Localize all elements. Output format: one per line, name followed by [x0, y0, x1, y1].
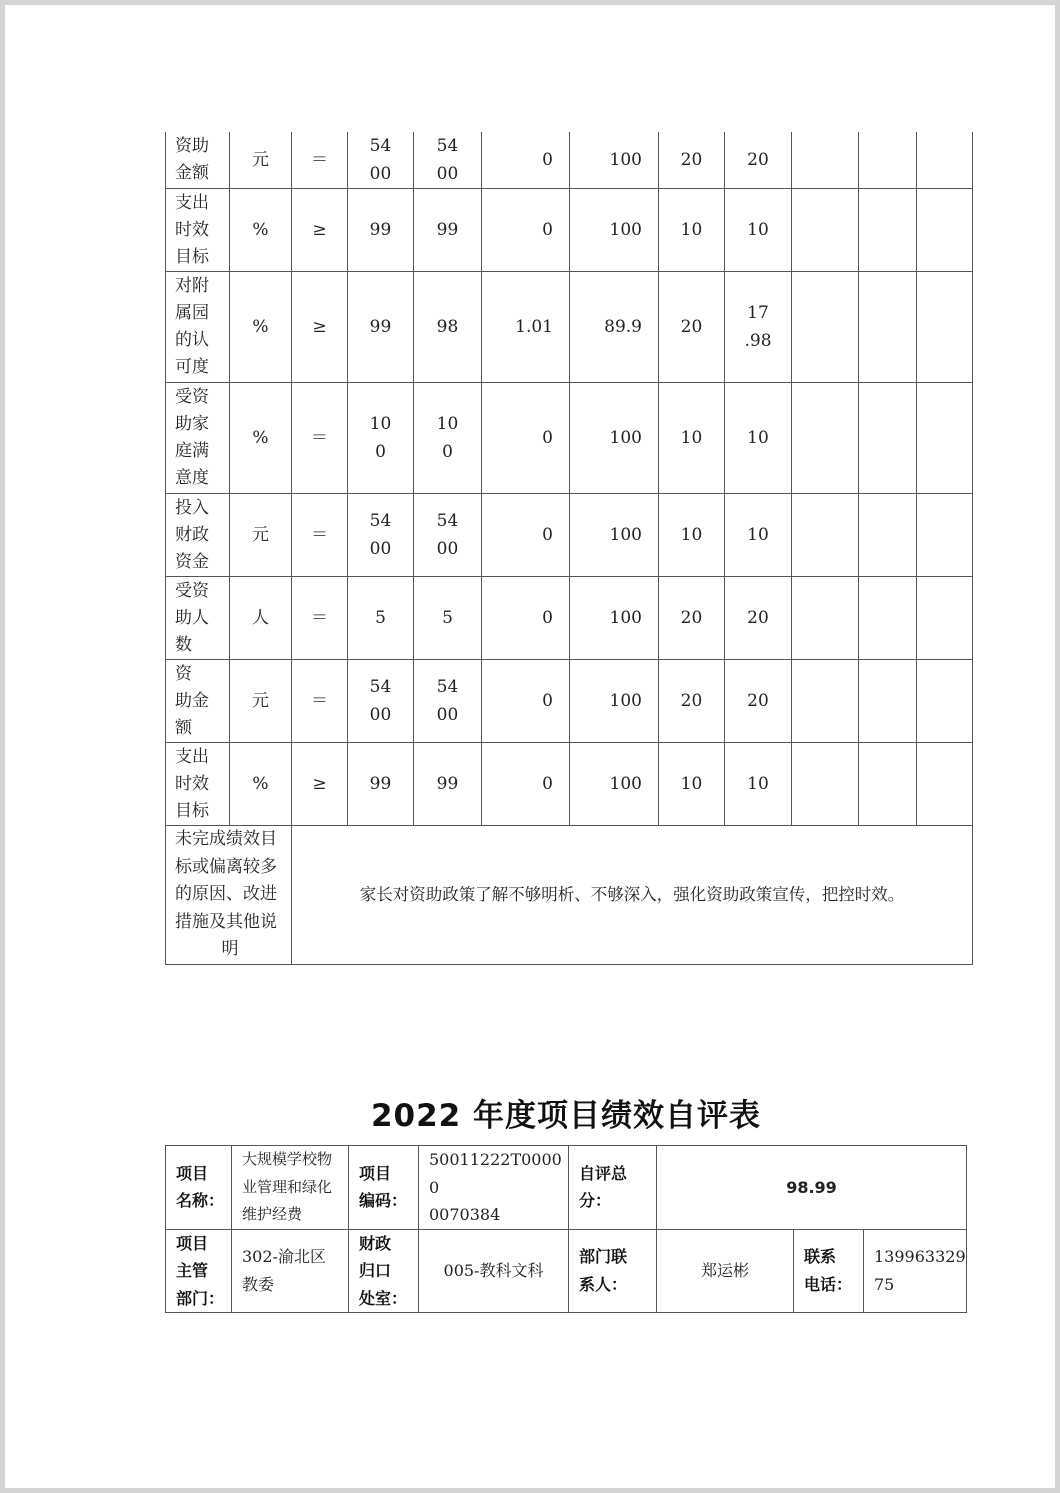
- target-value: [348, 743, 414, 826]
- indicator-row: [166, 189, 973, 272]
- value-line: 00: [436, 539, 459, 559]
- unit-cell: %: [230, 272, 292, 383]
- empty-cell: [917, 383, 973, 494]
- score-value: [725, 132, 792, 189]
- notes-row: [166, 826, 973, 965]
- completion-value: 100: [570, 660, 659, 743]
- value-line: 54: [369, 511, 392, 531]
- empty-cell: [859, 383, 917, 494]
- cell-line: 75: [874, 1274, 895, 1294]
- actual-value: [414, 577, 482, 660]
- indicator-line: 助金: [175, 690, 209, 711]
- cell-line: 50011222T00000: [429, 1150, 562, 1197]
- value-line: 99: [369, 774, 392, 794]
- score-value: [725, 189, 792, 272]
- operator-cell: ＝: [292, 577, 348, 660]
- cell-line: 项目: [359, 1163, 392, 1183]
- score-value: [725, 383, 792, 494]
- cell-line: 电话：: [804, 1274, 853, 1294]
- operator-cell: ≥: [292, 272, 348, 383]
- indicator-line: 庭满: [175, 441, 209, 461]
- phone-value: [864, 1229, 967, 1313]
- cell-line: 自评总: [579, 1163, 628, 1183]
- cell-line: 教委: [242, 1274, 275, 1294]
- indicator-name: [166, 132, 230, 189]
- score-value: [725, 660, 792, 743]
- operator-cell: ＝: [292, 494, 348, 577]
- unit-cell: 人: [230, 577, 292, 660]
- value-line: 0: [442, 442, 453, 462]
- deviation-value: 1.01: [482, 272, 570, 383]
- empty-cell: [859, 132, 917, 189]
- weight-value: 10: [659, 494, 725, 577]
- completion-value: 100: [570, 383, 659, 494]
- notes-label-line: 措施及其他说: [175, 911, 277, 932]
- performance-table-body: [166, 132, 973, 964]
- operator-cell: ≥: [292, 189, 348, 272]
- empty-cell: [792, 132, 859, 189]
- weight-value: 10: [659, 383, 725, 494]
- actual-value: [414, 132, 482, 189]
- deviation-value: 0: [482, 660, 570, 743]
- empty-cell: [792, 577, 859, 660]
- deviation-value: 0: [482, 132, 570, 189]
- completion-value: 100: [570, 132, 659, 189]
- completion-value: 100: [570, 743, 659, 826]
- finance-office-value: 005-教科文科: [419, 1229, 569, 1313]
- project-name-label: [166, 1146, 232, 1230]
- indicator-line: 支出: [175, 192, 209, 213]
- indicator-line: 数: [175, 634, 192, 655]
- value-line: 99: [436, 774, 459, 794]
- indicator-name: [166, 577, 230, 660]
- value-line: 54: [436, 511, 459, 531]
- deviation-value: 0: [482, 577, 570, 660]
- indicator-line: 目标: [175, 800, 209, 821]
- value-line: 10: [747, 428, 769, 448]
- indicator-line: 投入: [175, 497, 209, 518]
- indicator-line: 对附: [175, 276, 209, 296]
- cell-line: 编码：: [359, 1191, 408, 1211]
- project-info-table: [165, 1145, 967, 1313]
- indicator-line: 支出: [175, 746, 209, 767]
- indicator-row: [166, 132, 973, 189]
- indicator-name: [166, 189, 230, 272]
- indicator-row: [166, 383, 973, 494]
- project-code-value: [419, 1146, 569, 1230]
- value-line: 0: [375, 442, 386, 462]
- operator-cell: ＝: [292, 660, 348, 743]
- info-row-1: [166, 1146, 967, 1230]
- cell-line: 主管: [176, 1261, 209, 1280]
- notes-label-line: 标或偏离较多: [175, 856, 277, 877]
- cell-line: 财政: [359, 1233, 392, 1253]
- empty-cell: [917, 743, 973, 826]
- value-line: 10: [369, 414, 392, 434]
- notes-label-line: 未完成绩效目: [175, 829, 277, 849]
- target-value: [348, 132, 414, 189]
- indicator-name: [166, 272, 230, 383]
- indicator-line: 助人: [175, 607, 209, 628]
- indicator-name: [166, 743, 230, 826]
- completion-value: 100: [570, 189, 659, 272]
- indicator-line: 属园: [175, 303, 209, 323]
- indicator-name: [166, 383, 230, 494]
- actual-value: [414, 272, 482, 383]
- empty-cell: [917, 272, 973, 383]
- completion-value: 89.9: [570, 272, 659, 383]
- indicator-row: [166, 577, 973, 660]
- target-value: [348, 494, 414, 577]
- performance-indicator-table: [165, 132, 973, 965]
- target-value: [348, 189, 414, 272]
- value-line: 10: [747, 525, 769, 545]
- indicator-line: 金额: [175, 163, 209, 183]
- weight-value: 20: [659, 272, 725, 383]
- value-line: 54: [436, 136, 459, 156]
- unit-cell: 元: [230, 660, 292, 743]
- notes-label-line: 的原因、改进: [175, 884, 277, 904]
- empty-cell: [917, 132, 973, 189]
- indicator-line: 时效: [175, 773, 209, 794]
- completion-value: 100: [570, 494, 659, 577]
- value-line: 99: [436, 220, 459, 240]
- value-line: 20: [747, 150, 769, 170]
- indicator-name: [166, 494, 230, 577]
- value-line: 54: [436, 677, 459, 697]
- total-score-value: 98.99: [657, 1146, 967, 1230]
- cell-line: 139963329: [874, 1247, 966, 1267]
- empty-cell: [792, 272, 859, 383]
- finance-office-label: [349, 1229, 419, 1313]
- info-row-2: [166, 1229, 967, 1313]
- deviation-value: 0: [482, 494, 570, 577]
- actual-value: [414, 660, 482, 743]
- deviation-value: 0: [482, 383, 570, 494]
- value-line: 99: [369, 220, 392, 240]
- cell-line: 大规模学校物: [242, 1150, 333, 1168]
- indicator-line: 资助: [175, 136, 209, 156]
- unit-cell: %: [230, 743, 292, 826]
- empty-cell: [792, 743, 859, 826]
- operator-cell: ≥: [292, 743, 348, 826]
- cell-line: 部门联: [579, 1247, 628, 1267]
- indicator-row: [166, 494, 973, 577]
- value-line: 54: [369, 677, 392, 697]
- indicator-line: 受资: [175, 387, 209, 407]
- notes-label: [166, 826, 292, 965]
- score-value: [725, 272, 792, 383]
- empty-cell: [859, 743, 917, 826]
- score-value: [725, 494, 792, 577]
- empty-cell: [859, 189, 917, 272]
- indicator-line: 的认: [175, 330, 209, 350]
- indicator-line: 资金: [175, 551, 209, 572]
- cell-line: 部门：: [176, 1288, 225, 1308]
- value-line: 20: [747, 608, 769, 628]
- empty-cell: [792, 383, 859, 494]
- empty-cell: [859, 494, 917, 577]
- empty-cell: [859, 577, 917, 660]
- value-line: 17: [747, 303, 769, 323]
- deviation-value: 0: [482, 189, 570, 272]
- unit-cell: %: [230, 383, 292, 494]
- value-line: 99: [369, 317, 392, 337]
- weight-value: 20: [659, 577, 725, 660]
- dept-label: [166, 1229, 232, 1313]
- cell-line: 0070384: [429, 1205, 501, 1224]
- value-line: 00: [436, 164, 459, 184]
- empty-cell: [859, 272, 917, 383]
- unit-cell: 元: [230, 494, 292, 577]
- value-line: .98: [744, 331, 772, 351]
- indicator-name: [166, 660, 230, 743]
- operator-cell: ＝: [292, 383, 348, 494]
- indicator-line: 目标: [175, 246, 209, 267]
- cell-line: 系人：: [579, 1274, 628, 1294]
- value-line: 5: [375, 608, 386, 628]
- dept-value: [232, 1229, 349, 1313]
- value-line: 20: [747, 691, 769, 711]
- indicator-row: [166, 743, 973, 826]
- target-value: [348, 577, 414, 660]
- cell-line: 联系: [804, 1247, 837, 1267]
- project-name-value: [232, 1146, 349, 1230]
- cell-line: 处室：: [359, 1288, 408, 1308]
- cell-line: 分：: [579, 1191, 612, 1211]
- completion-value: 100: [570, 577, 659, 660]
- indicator-line: 额: [175, 717, 192, 738]
- unit-cell: %: [230, 189, 292, 272]
- empty-cell: [917, 494, 973, 577]
- empty-cell: [859, 660, 917, 743]
- empty-cell: [792, 494, 859, 577]
- weight-value: 20: [659, 660, 725, 743]
- indicator-line: 财政: [175, 524, 209, 545]
- score-value: [725, 743, 792, 826]
- indicator-line: 可度: [175, 357, 209, 377]
- value-line: 54: [369, 136, 392, 156]
- indicator-line: 时效: [175, 219, 209, 240]
- cell-line: 业管理和绿化: [242, 1177, 333, 1196]
- deviation-value: 0: [482, 743, 570, 826]
- contact-person-label: [569, 1229, 657, 1313]
- value-line: 10: [747, 774, 769, 794]
- notes-label-line: 明: [221, 939, 239, 959]
- indicator-row: [166, 272, 973, 383]
- project-code-label: [349, 1146, 419, 1230]
- actual-value: [414, 494, 482, 577]
- cell-line: 302-渝北区: [242, 1247, 326, 1267]
- value-line: 10: [436, 414, 459, 434]
- contact-person-value: 郑运彬: [657, 1229, 794, 1313]
- weight-value: 20: [659, 132, 725, 189]
- indicator-line: 助家: [175, 414, 209, 434]
- notes-text: 家长对资助政策了解不够明析、不够深入，强化资助政策宣传，把控时效。: [292, 826, 973, 965]
- total-score-label: [569, 1146, 657, 1230]
- value-line: 00: [369, 539, 392, 559]
- operator-cell: ＝: [292, 132, 348, 189]
- empty-cell: [917, 189, 973, 272]
- document-page: [5, 5, 1055, 1488]
- actual-value: [414, 743, 482, 826]
- indicator-line: 资: [175, 663, 192, 684]
- empty-cell: [792, 189, 859, 272]
- target-value: [348, 383, 414, 494]
- value-line: 00: [369, 164, 392, 184]
- cell-line: 项目: [176, 1163, 209, 1183]
- value-line: 5: [442, 608, 453, 628]
- indicator-line: 意度: [175, 468, 209, 488]
- actual-value: [414, 189, 482, 272]
- value-line: 98: [436, 317, 459, 337]
- indicator-line: 受资: [175, 580, 209, 601]
- cell-line: 项目: [176, 1233, 209, 1253]
- form-title: 2022 年度项目绩效自评表: [370, 1098, 762, 1134]
- score-value: [725, 577, 792, 660]
- cell-line: 维护经费: [242, 1205, 303, 1223]
- value-line: 10: [747, 220, 769, 240]
- empty-cell: [917, 660, 973, 743]
- value-line: 00: [369, 705, 392, 725]
- weight-value: 10: [659, 743, 725, 826]
- weight-value: 10: [659, 189, 725, 272]
- empty-cell: [917, 577, 973, 660]
- indicator-row: [166, 660, 973, 743]
- unit-cell: 元: [230, 132, 292, 189]
- phone-label: [794, 1229, 864, 1313]
- cell-line: 名称：: [176, 1191, 225, 1211]
- empty-cell: [792, 660, 859, 743]
- value-line: 00: [436, 705, 459, 725]
- actual-value: [414, 383, 482, 494]
- target-value: [348, 660, 414, 743]
- cell-line: 归口: [359, 1261, 392, 1280]
- target-value: [348, 272, 414, 383]
